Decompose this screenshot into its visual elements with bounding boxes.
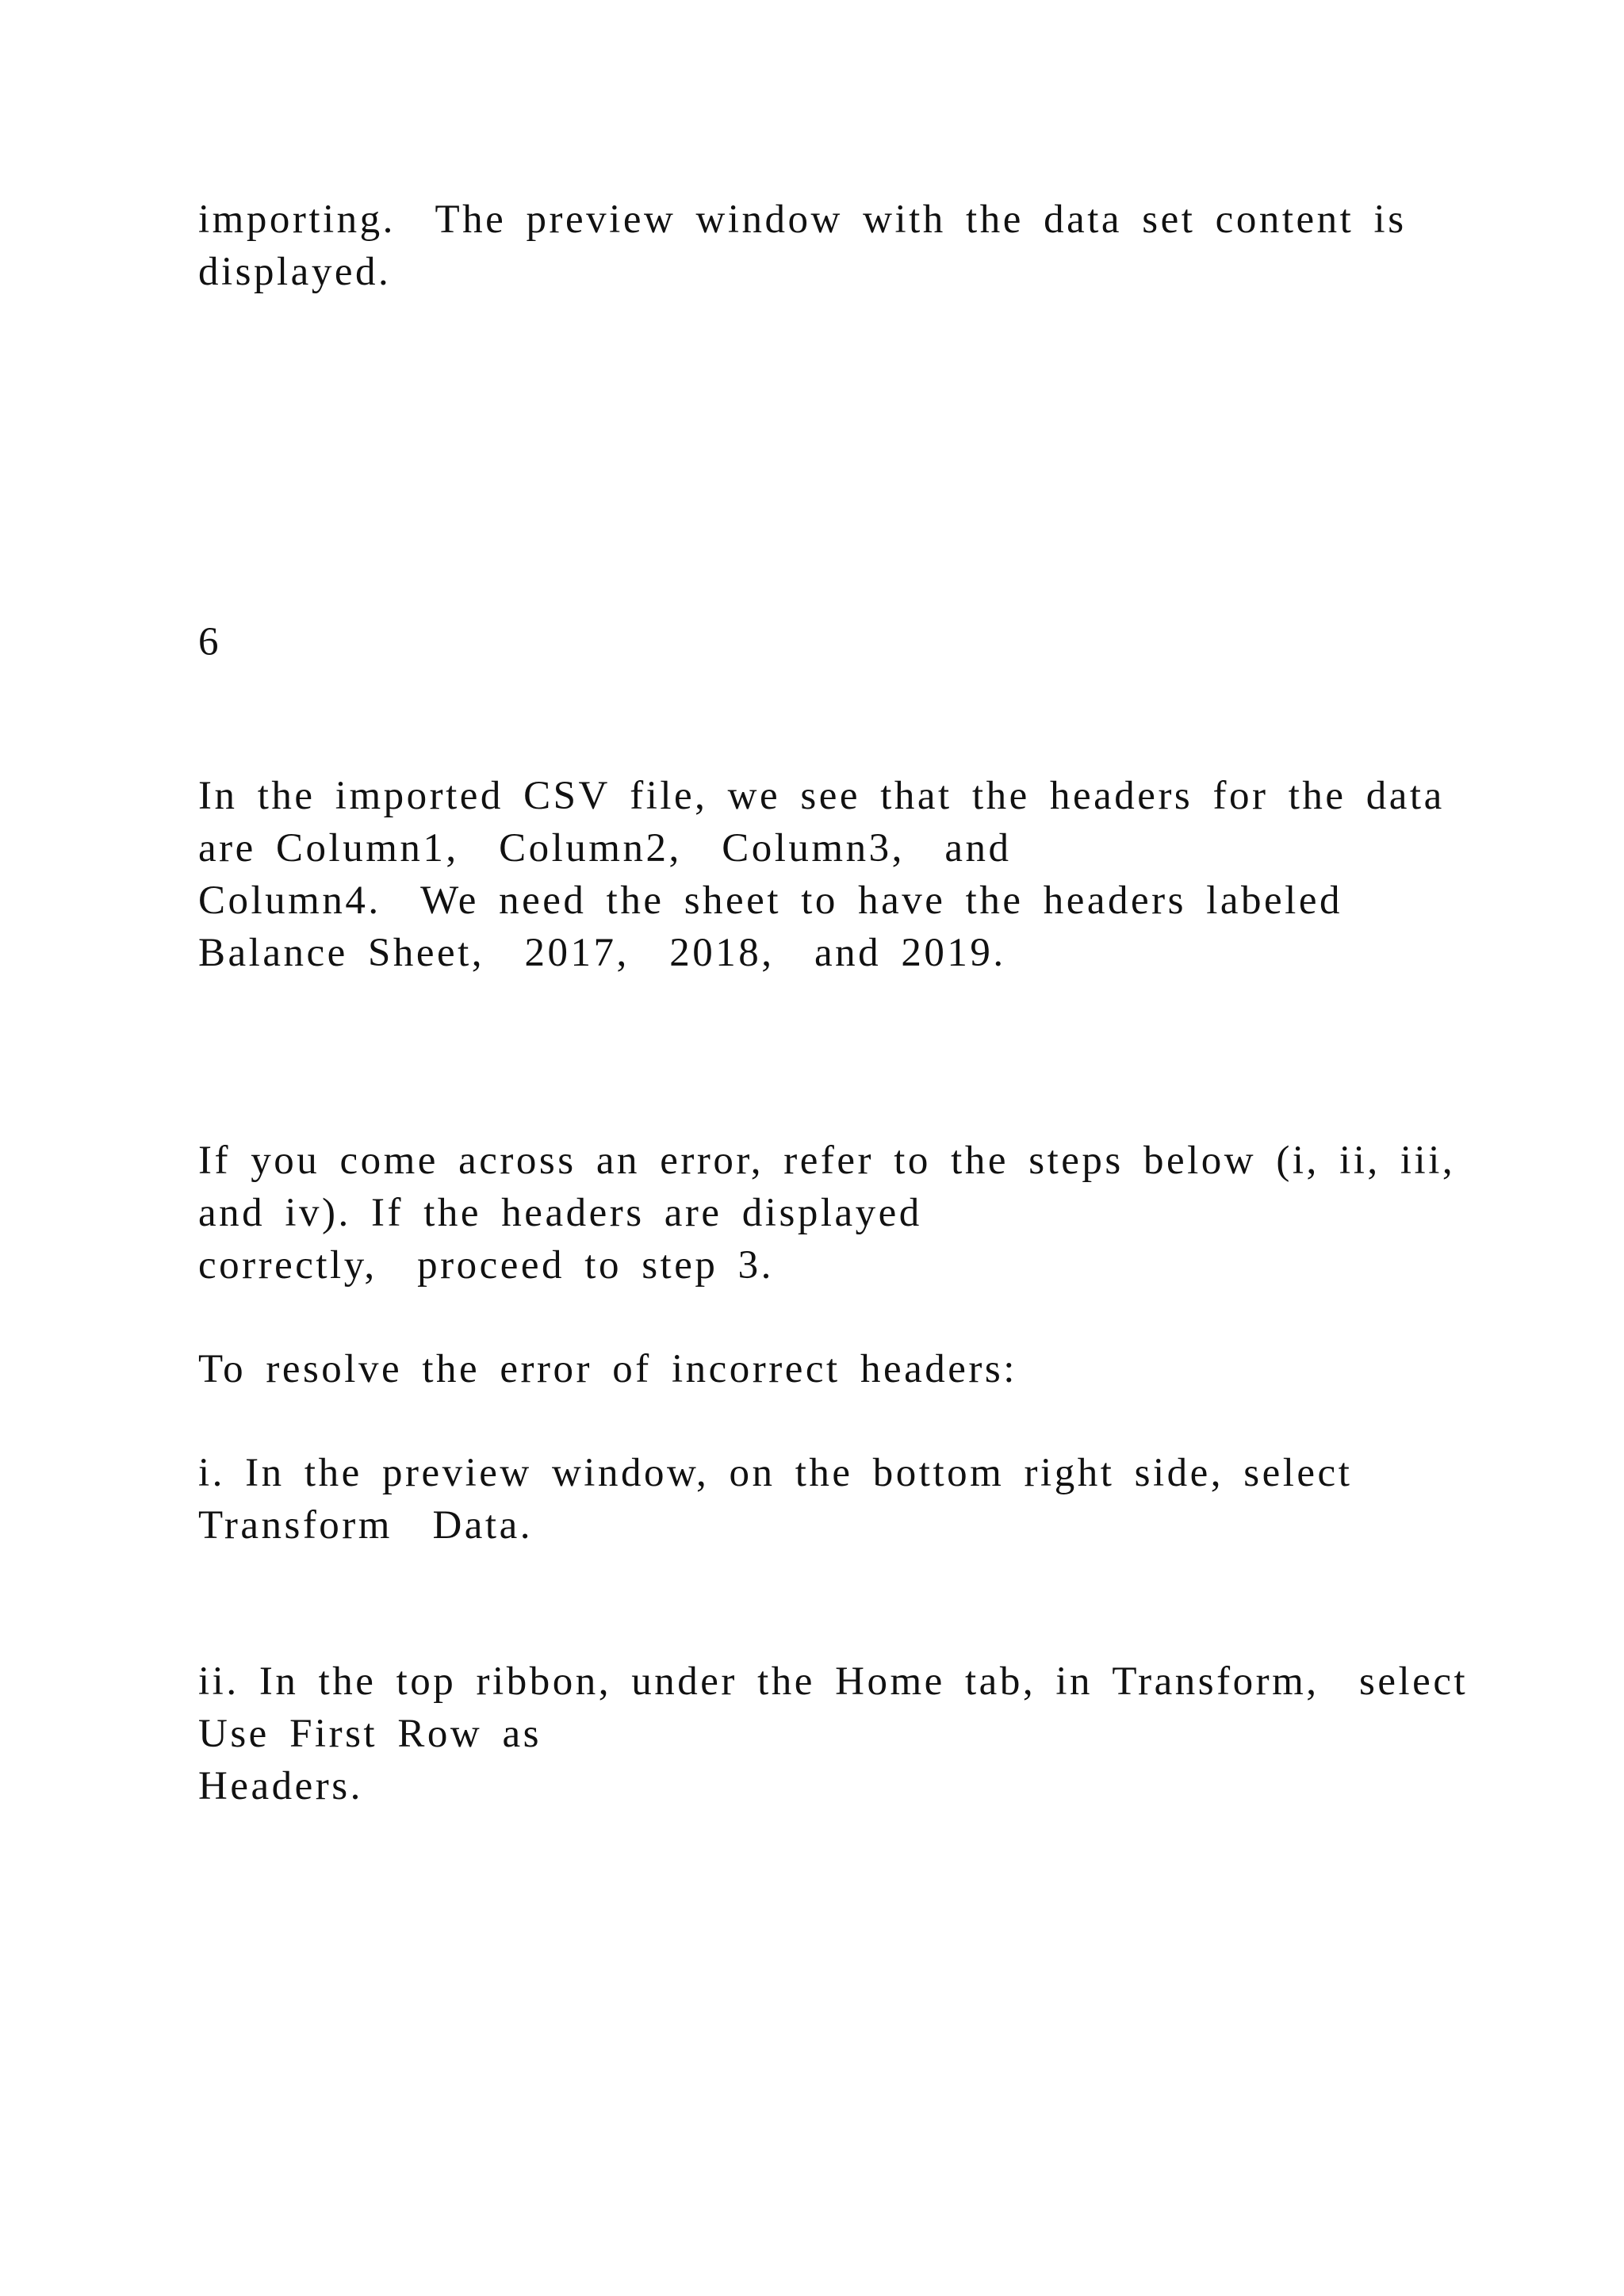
step-i-line-2: Transform Data.: [198, 1503, 533, 1548]
error-para-line-1: If you come across an error, refer to the steps below (i, ii, iii,: [198, 1138, 1456, 1183]
step-ii-line-3: Headers.: [198, 1764, 363, 1808]
intro-line-2: displayed.: [198, 250, 392, 294]
step-ii-line-1: ii. In the top ribbon, under the Home tab, in Transform, select: [198, 1659, 1469, 1704]
resolve-heading: To resolve the error of incorrect headers:: [198, 1347, 1017, 1391]
intro-line-1: importing. The preview window with the data set content is: [198, 197, 1407, 242]
error-para-line-3: correctly, proceed to step 3.: [198, 1243, 774, 1288]
error-para-line-2: and iv). If the headers are displayed: [198, 1191, 922, 1235]
headers-para-line-4: Balance Sheet, 2017, 2018, and 2019.: [198, 931, 1006, 975]
step-ii-line-2: Use First Row as: [198, 1712, 542, 1756]
page-number: 6: [198, 620, 221, 664]
headers-para-line-3: Column4. We need the sheet to have the headers labeled: [198, 878, 1342, 923]
headers-para-line-1: In the imported CSV file, we see that the headers for the data: [198, 774, 1445, 818]
step-i-line-1: i. In the preview window, on the bottom right side, select: [198, 1451, 1353, 1495]
headers-para-line-2: are Column1, Column2, Column3, and: [198, 826, 1012, 871]
